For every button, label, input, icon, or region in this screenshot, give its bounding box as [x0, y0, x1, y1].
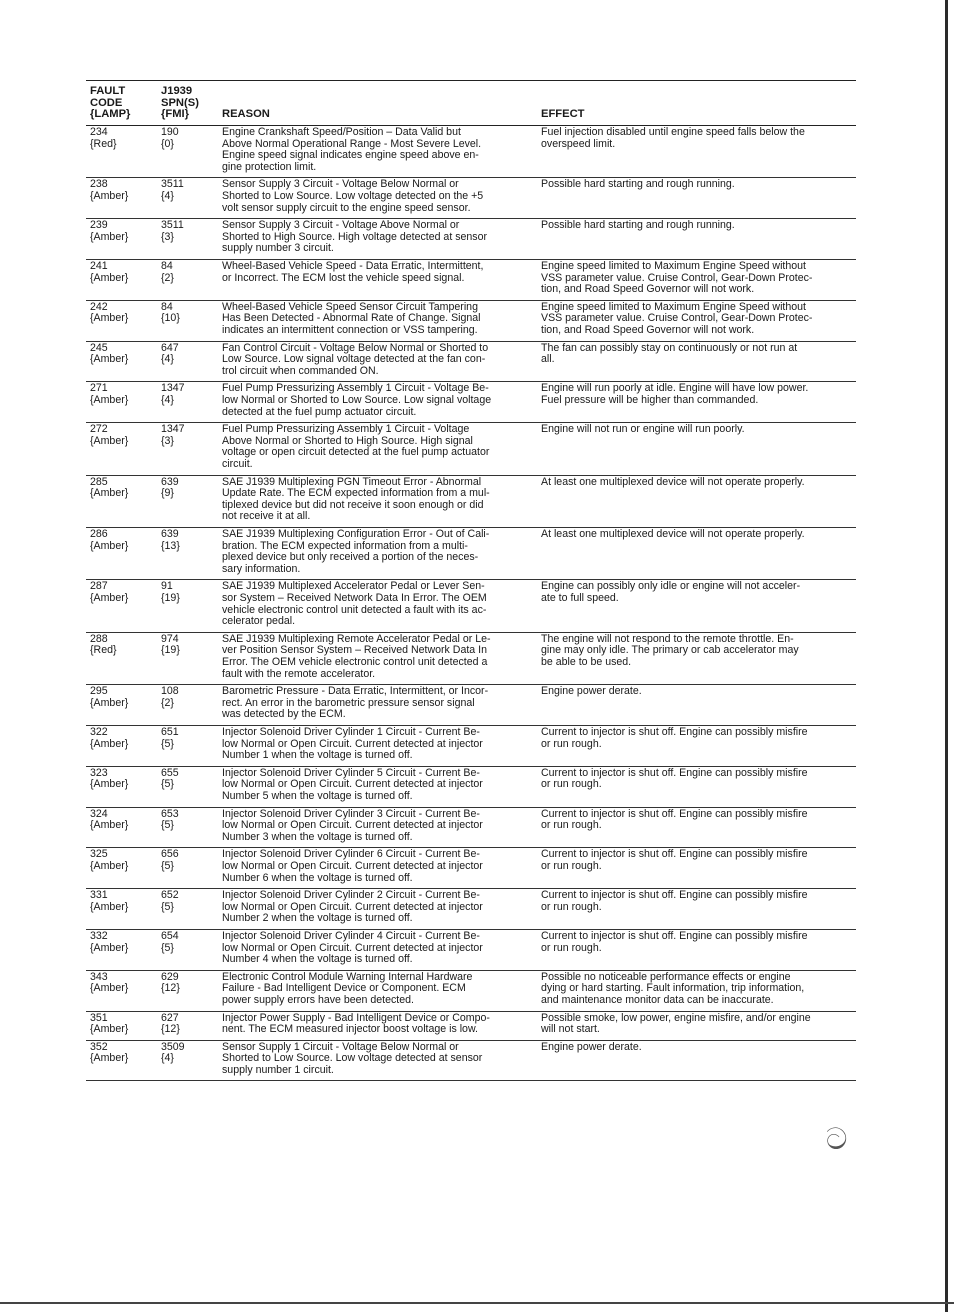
- effect-cell: Engine can possibly only idle or engine will not acceler- ate to full speed.: [541, 580, 801, 604]
- spn-fmi-cell: 651 {5}: [161, 725, 179, 750]
- effect-cell: Current to injector is shut off. Engine can possibly misfire or run rough.: [541, 929, 808, 954]
- fault-code-cell: 322 {Amber}: [90, 725, 129, 750]
- effect-cell: Current to injector is shut off. Engine can possibly misfire or run rough.: [541, 766, 808, 791]
- fault-code-cell: 272 {Amber}: [90, 423, 129, 447]
- table-row: [86, 971, 856, 1012]
- reason-cell: Injector Solenoid Driver Cylinder 5 Circuit - Current Be- low Normal or Open Circuit. Current detected at injector Number 5 when the voltage is turned off.: [222, 766, 483, 802]
- spn-fmi-cell: 974 {19}: [161, 632, 180, 657]
- table-row: [86, 930, 856, 971]
- reason-cell: Sensor Supply 3 Circuit - Voltage Below Normal or Shorted to Low Source. Low voltage detected on the +5 volt sensor supply circuit to the engine speed sensor.: [222, 178, 484, 214]
- effect-cell: Fuel injection disabled until engine speed falls below the overspeed limit.: [541, 126, 805, 150]
- spn-fmi-cell: 3511 {4}: [161, 178, 184, 202]
- table-row: [86, 423, 856, 475]
- spn-fmi-cell: 639 {9}: [161, 475, 179, 500]
- header-effect: EFFECT: [541, 108, 585, 120]
- effect-cell: Possible no noticeable performance effects or engine dying or hard starting. Fault information, trip information, and maintenance monitor data can be inaccurate.: [541, 970, 805, 1006]
- reason-cell: Fuel Pump Pressurizing Assembly 1 Circuit - Voltage Be- low Normal or Shorted to Low Source. Low signal voltage detected at the fuel pump actuator circuit.: [222, 382, 492, 418]
- spn-fmi-cell: 652 {5}: [161, 889, 179, 913]
- effect-cell: Current to injector is shut off. Engine can possibly misfire or run rough.: [541, 889, 808, 913]
- table-header: [86, 80, 856, 126]
- spn-fmi-cell: 655 {5}: [161, 766, 179, 791]
- spn-fmi-cell: 639 {13}: [161, 527, 180, 552]
- table-row: [86, 126, 856, 178]
- effect-cell: Engine speed limited to Maximum Engine Speed without VSS parameter value. Cruise Control, Gear-Down Protec- tion, and Road Speed Governor will not work.: [541, 259, 813, 296]
- table-row: [86, 848, 856, 889]
- effect-cell: At least one multiplexed device will not operate properly.: [541, 475, 805, 488]
- effect-cell: Possible hard starting and rough running.: [541, 178, 735, 191]
- table-row: [86, 476, 856, 528]
- reason-cell: Fuel Pump Pressurizing Assembly 1 Circuit - Voltage Above Normal or Shorted to High Source. High signal voltage or open circuit detected at the fuel pump actuator circuit.: [222, 423, 490, 470]
- table-row: [86, 342, 856, 383]
- spn-fmi-cell: 653 {5}: [161, 807, 179, 832]
- spn-fmi-cell: 84 {2}: [161, 259, 174, 284]
- spn-fmi-cell: 84 {10}: [161, 300, 180, 325]
- fault-code-cell: 286 {Amber}: [90, 527, 129, 552]
- reason-cell: Barometric Pressure - Data Erratic, Intermittent, or Incor- rect. An error in the barometric pressure sensor signal was detected by the ECM.: [222, 685, 489, 721]
- table-row: [86, 178, 856, 219]
- fault-code-cell: 271 {Amber}: [90, 382, 129, 406]
- spn-fmi-cell: 190 {0}: [161, 126, 179, 150]
- spn-fmi-cell: 1347 {3}: [161, 423, 185, 447]
- effect-cell: The fan can possibly stay on continuously or not run at all.: [541, 341, 798, 366]
- reason-cell: Engine Crankshaft Speed/Position – Data Valid but Above Normal Operational Range - Most Severe Level. Engine speed signal indicates engine speed above en- gine protection limit.: [222, 126, 482, 173]
- effect-cell: Engine power derate.: [541, 1040, 642, 1053]
- reason-cell: Injector Solenoid Driver Cylinder 6 Circuit - Current Be- low Normal or Open Circuit. Current detected at injector Number 6 when the voltage is turned off.: [222, 848, 483, 884]
- header-reason: REASON: [222, 108, 270, 120]
- handwritten-page-mark: ට: [823, 1120, 850, 1159]
- spn-fmi-cell: 1347 {4}: [161, 382, 185, 406]
- reason-cell: Injector Power Supply - Bad Intelligent Device or Compo- nent. The ECM measured injector boost voltage is low.: [222, 1011, 490, 1036]
- table-row: [86, 1012, 856, 1041]
- table-row: [86, 767, 856, 808]
- fault-code-cell: 234 {Red}: [90, 126, 117, 150]
- spn-fmi-cell: 108 {2}: [161, 685, 179, 709]
- table-row: [86, 726, 856, 767]
- fault-code-cell: 351 {Amber}: [90, 1011, 129, 1036]
- fault-code-cell: 287 {Amber}: [90, 580, 129, 604]
- fault-code-cell: 324 {Amber}: [90, 807, 129, 832]
- scan-edge-bottom: [0, 1302, 954, 1304]
- table-row: [86, 528, 856, 580]
- effect-cell: Engine power derate.: [541, 685, 642, 698]
- fault-code-cell: 241 {Amber}: [90, 259, 129, 284]
- spn-fmi-cell: 3509 {4}: [161, 1040, 185, 1065]
- effect-cell: Possible hard starting and rough running.: [541, 219, 735, 232]
- reason-cell: Sensor Supply 3 Circuit - Voltage Above Normal or Shorted to High Source. High voltage detected at sensor supply number 3 circuit.: [222, 219, 488, 255]
- table-row: [86, 889, 856, 930]
- reason-cell: Wheel-Based Vehicle Speed Sensor Circuit Tampering Has Been Detected - Abnormal Rate of Change. Signal indicates an intermittent connection or VSS tampering.: [222, 300, 481, 336]
- table-row: [86, 685, 856, 726]
- table-row: [86, 219, 856, 260]
- effect-cell: Possible smoke, low power, engine misfire, and/or engine will not start.: [541, 1011, 811, 1036]
- table-row: [86, 382, 856, 423]
- fault-code-cell: 332 {Amber}: [90, 929, 129, 954]
- reason-cell: SAE J1939 Multiplexed Accelerator Pedal or Lever Sen- sor System – Received Network Data In Error. The OEM vehicle electronic control unit detected a fault with its ac- celerator pedal.: [222, 580, 487, 628]
- fault-code-table: [86, 80, 856, 1081]
- effect-cell: Engine will not run or engine will run poorly.: [541, 423, 745, 436]
- spn-fmi-cell: 3511 {3}: [161, 219, 184, 243]
- effect-cell: Engine speed limited to Maximum Engine Speed without VSS parameter value. Cruise Control, Gear-Down Protec- tion, and Road Speed Governor will not work.: [541, 300, 813, 336]
- reason-cell: Electronic Control Module Warning Internal Hardware Failure - Bad Intelligent Device or Component. ECM power supply errors have been detected.: [222, 970, 473, 1006]
- spn-fmi-cell: 91 {19}: [161, 580, 180, 604]
- fault-code-cell: 323 {Amber}: [90, 766, 129, 791]
- fault-code-cell: 285 {Amber}: [90, 475, 129, 500]
- table-row: [86, 1041, 856, 1082]
- effect-cell: Engine will run poorly at idle. Engine will have low power. Fuel pressure will be higher than commanded.: [541, 382, 809, 406]
- reason-cell: Fan Control Circuit - Voltage Below Normal or Shorted to Low Source. Low signal voltage detected at the fan con- trol circuit when commanded ON.: [222, 341, 489, 377]
- effect-cell: The engine will not respond to the remote throttle. En- gine may only idle. The primary or cab accelerator may be able to be used.: [541, 632, 799, 668]
- fault-code-cell: 295 {Amber}: [90, 685, 129, 709]
- table-row: [86, 808, 856, 849]
- table-row: [86, 301, 856, 342]
- fault-code-cell: 239 {Amber}: [90, 219, 129, 243]
- spn-fmi-cell: 654 {5}: [161, 929, 179, 954]
- fault-code-cell: 331 {Amber}: [90, 889, 129, 913]
- effect-cell: Current to injector is shut off. Engine can possibly misfire or run rough.: [541, 848, 808, 872]
- header-fault-code: FAULT CODE {LAMP}: [90, 85, 131, 120]
- fault-code-cell: 352 {Amber}: [90, 1040, 129, 1065]
- header-spn-fmi: J1939 SPN(S) {FMI}: [161, 85, 199, 120]
- table-row: [86, 633, 856, 685]
- reason-cell: Injector Solenoid Driver Cylinder 3 Circuit - Current Be- low Normal or Open Circuit. Current detected at injector Number 3 when the voltage is turned off.: [222, 807, 483, 843]
- scan-edge-right: [945, 0, 948, 1312]
- reason-cell: Injector Solenoid Driver Cylinder 4 Circuit - Current Be- low Normal or Open Circuit. Current detected at injector Number 4 when the voltage is turned off.: [222, 929, 483, 966]
- table-row: [86, 580, 856, 632]
- reason-cell: Injector Solenoid Driver Cylinder 1 Circuit - Current Be- low Normal or Open Circuit. Current detected at injector Number 1 when the voltage is turned off.: [222, 725, 483, 762]
- effect-cell: Current to injector is shut off. Engine can possibly misfire or run rough.: [541, 725, 808, 750]
- effect-cell: At least one multiplexed device will not operate properly.: [541, 527, 805, 540]
- reason-cell: Wheel-Based Vehicle Speed - Data Erratic, Intermittent, or Incorrect. The ECM lost the vehicle speed signal.: [222, 259, 484, 284]
- reason-cell: Injector Solenoid Driver Cylinder 2 Circuit - Current Be- low Normal or Open Circuit. Current detected at injector Number 2 when the voltage is turned off.: [222, 889, 483, 925]
- reason-cell: SAE J1939 Multiplexing Configuration Error - Out of Cali- bration. The ECM expected information from a multi- plexed device but only received a portion of the neces- sary information.: [222, 527, 490, 575]
- fault-code-cell: 238 {Amber}: [90, 178, 129, 202]
- table-body: [86, 126, 856, 1081]
- effect-cell: Current to injector is shut off. Engine can possibly misfire or run rough.: [541, 807, 808, 832]
- fault-code-cell: 288 {Red}: [90, 632, 117, 657]
- reason-cell: Sensor Supply 1 Circuit - Voltage Below Normal or Shorted to Low Source. Low voltage detected at sensor supply number 1 circuit.: [222, 1040, 483, 1076]
- reason-cell: SAE J1939 Multiplexing PGN Timeout Error - Abnormal Update Rate. The ECM expected information from a mul- tiplexed device but did not receive it soon enough or did not receive it at all.: [222, 475, 490, 523]
- fault-code-cell: 242 {Amber}: [90, 300, 129, 325]
- spn-fmi-cell: 629 {12}: [161, 970, 180, 995]
- spn-fmi-cell: 627 {12}: [161, 1011, 180, 1036]
- fault-code-cell: 325 {Amber}: [90, 848, 129, 872]
- spn-fmi-cell: 647 {4}: [161, 341, 179, 366]
- table-row: [86, 260, 856, 301]
- reason-cell: SAE J1939 Multiplexing Remote Accelerator Pedal or Le- ver Position Sensor System – Received Network Data In Error. The OEM vehicle electronic control unit detected a fault with the remote accelerator.: [222, 632, 491, 680]
- fault-code-cell: 245 {Amber}: [90, 341, 129, 366]
- spn-fmi-cell: 656 {5}: [161, 848, 179, 872]
- fault-code-cell: 343 {Amber}: [90, 970, 129, 995]
